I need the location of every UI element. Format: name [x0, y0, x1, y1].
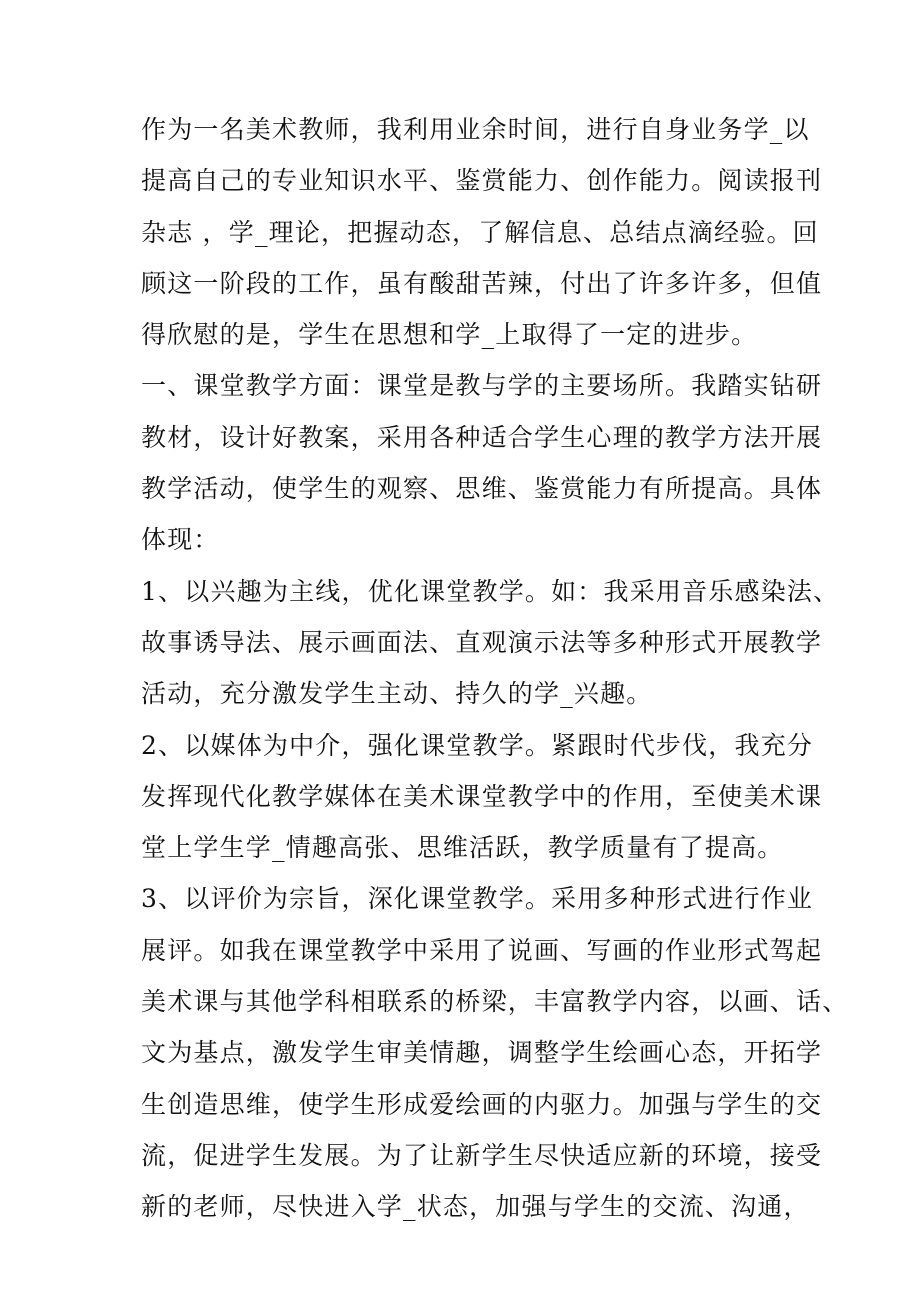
text-line: 故事诱导法、展示画面法、直观演示法等多种形式开展教学	[141, 627, 823, 657]
document-page	[141, 104, 849, 1233]
text-line: 展评。如我在课堂教学中采用了说画、写画的作业形式驾起	[141, 935, 823, 965]
text-line: 新的老师，尽快进入学_状态，加强与学生的交流、沟通，	[141, 1192, 810, 1222]
text-line: 文为基点，激发学生审美情趣，调整学生绘画心态，开拓学	[141, 1038, 823, 1068]
text-line: 教学活动，使学生的观察、思维、鉴赏能力有所提高。具体	[141, 474, 823, 504]
text-line: 杂志 ，学_理论，把握动态，了解信息、总结点滴经验。回	[141, 217, 819, 247]
text-line: 发挥现代化教学媒体在美术课堂教学中的作用，至使美术课	[141, 781, 823, 811]
text-line: 教材，设计好教案，采用各种适合学生心理的教学方法开展	[141, 422, 823, 452]
text-line: 流，促进学生发展。为了让新学生尽快适应新的环境，接受	[141, 1140, 823, 1170]
text-line: 作为一名美术教师，我利用业余时间，进行自身业务学_以	[141, 115, 810, 144]
list-item-line: 2、以媒体为中介，强化课堂教学。紧跟时代步伐，我充分	[141, 730, 814, 760]
text-line: 体现：	[141, 525, 220, 555]
list-item-line: 1、以兴趣为主线，优化课堂教学。如：我采用音乐感染法、	[141, 576, 840, 606]
text-line: 美术课与其他学科相联系的桥梁，丰富教学内容，以画、话、	[141, 987, 849, 1017]
text-line: 生创造思维，使学生形成爱绘画的内驱力。加强与学生的交	[141, 1089, 823, 1119]
list-item-line: 3、以评价为宗旨，深化课堂教学。采用多种形式进行作业	[141, 884, 814, 914]
section-heading-line: 一、课堂教学方面：课堂是教与学的主要场所。我踏实钻研	[141, 371, 823, 401]
text-line: 提高自己的专业知识水平、鉴赏能力、创作能力。阅读报刊	[141, 166, 823, 196]
text-line: 活动，充分激发学生主动、持久的学_兴趣。	[141, 679, 653, 709]
text-line: 得欣慰的是，学生在思想和学_上取得了一定的进步。	[141, 320, 758, 350]
text-line: 堂上学生学_情趣高张、思维活跃，教学质量有了提高。	[141, 833, 784, 863]
text-line: 顾这一阶段的工作，虽有酸甜苦辣，付出了许多许多，但值	[141, 268, 823, 298]
